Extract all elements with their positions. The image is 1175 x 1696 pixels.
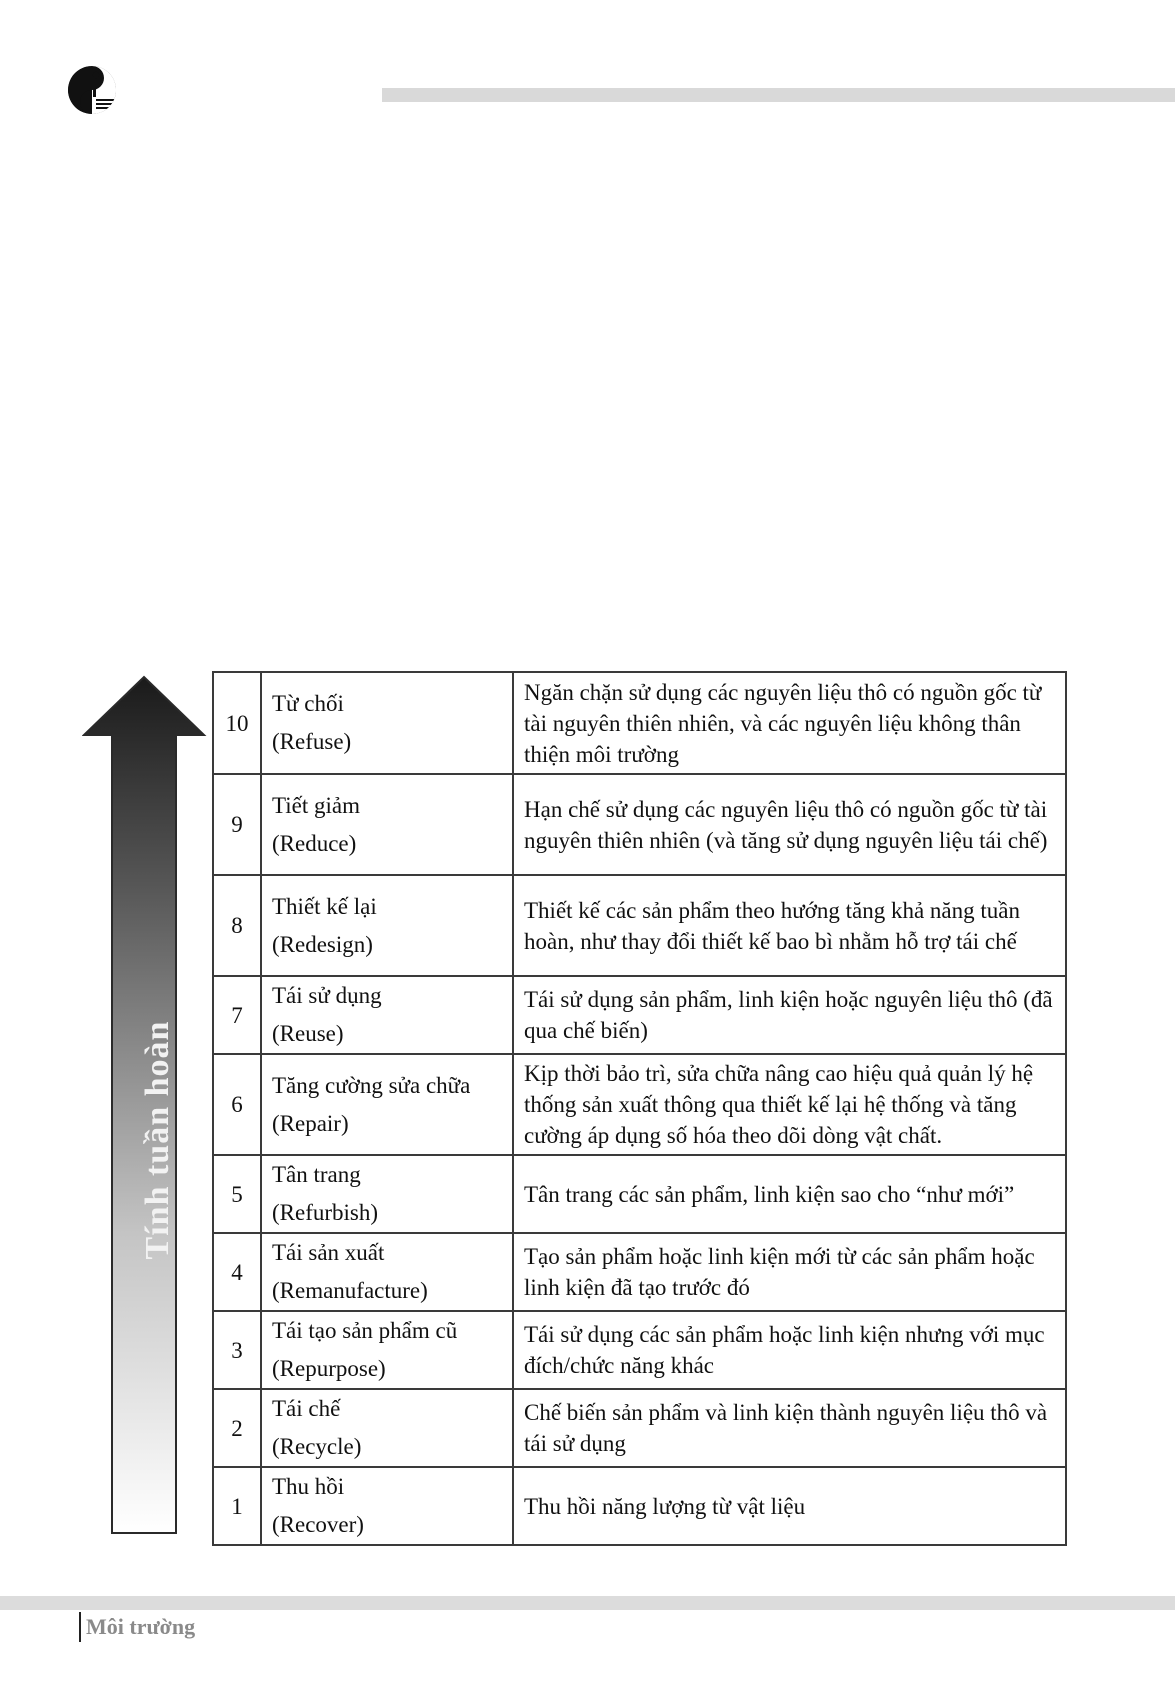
strategy-name — [261, 976, 513, 1054]
strategy-name — [261, 1233, 513, 1311]
circularity-axis-label: Tính tuần hoàn — [139, 1020, 176, 1260]
strategy-description: Tân trang các sản phẩm, linh kiện sao cho “như mới” — [513, 1155, 1066, 1233]
table-row — [213, 1054, 1066, 1155]
strategy-name — [261, 1054, 513, 1155]
footer-bar — [0, 1596, 1175, 1610]
strategy-description: Tái sử dụng các sản phẩm hoặc linh kiện nhưng với mục đích/chức năng khác — [513, 1311, 1066, 1389]
level-number: 4 — [213, 1233, 261, 1311]
strategy-name — [261, 1311, 513, 1389]
level-number: 9 — [213, 774, 261, 875]
level-number: 6 — [213, 1054, 261, 1155]
level-number: 1 — [213, 1467, 261, 1545]
strategy-name-en: (Redesign) — [272, 931, 373, 957]
strategy-name-vi: Tái sản xuất — [272, 1240, 385, 1265]
strategy-description: Thu hồi năng lượng từ vật liệu — [513, 1467, 1066, 1545]
figure-circle-logo-icon — [66, 64, 118, 116]
strategy-name-vi: Tái tạo sản phẩm cũ — [272, 1318, 458, 1343]
strategy-description: Ngăn chặn sử dụng các nguyên liệu thô có nguồn gốc từ tài nguyên thiên nhiên, và các nguyên liệu không thân thiện môi trường — [513, 672, 1066, 774]
strategy-name-en: (Refuse) — [272, 729, 352, 754]
level-number: 5 — [213, 1155, 261, 1233]
level-number: 3 — [213, 1311, 261, 1389]
table-row — [213, 672, 1066, 774]
table-row — [213, 774, 1066, 875]
strategy-name-en: (Reduce) — [272, 830, 357, 856]
strategy-name-vi: Tân trang — [272, 1162, 361, 1187]
strategy-name-vi: Tăng cường sửa chữa — [272, 1072, 471, 1098]
table-row — [213, 1155, 1066, 1233]
header-bar — [382, 88, 1175, 102]
strategy-name — [261, 774, 513, 875]
strategy-description: Tái sử dụng sản phẩm, linh kiện hoặc nguyên liệu thô (đã qua chế biến) — [513, 976, 1066, 1054]
r-strategies-table — [212, 671, 1067, 1546]
strategy-name — [261, 672, 513, 774]
strategy-name — [261, 1155, 513, 1233]
strategy-name — [261, 1389, 513, 1467]
level-number: 2 — [213, 1389, 261, 1467]
strategy-name-en: (Recycle) — [272, 1434, 362, 1459]
table-row — [213, 1311, 1066, 1389]
level-number: 8 — [213, 875, 261, 976]
strategy-description: Kịp thời bảo trì, sửa chữa nâng cao hiệu quả quản lý hệ thống sản xuất thông qua thiết kế lại hệ thống và tăng cường áp dụng số hóa theo dõi dòng vật chất. — [513, 1054, 1066, 1155]
strategy-description: Tạo sản phẩm hoặc linh kiện mới từ các sản phẩm hoặc linh kiện đã tạo trước đó — [513, 1233, 1066, 1311]
strategy-name-en: (Repurpose) — [272, 1356, 386, 1381]
strategy-name-vi: Tái chế — [272, 1396, 341, 1421]
strategy-name-en: (Repair) — [272, 1110, 349, 1136]
table-row — [213, 1233, 1066, 1311]
strategy-name-en: (Recover) — [272, 1512, 364, 1537]
table-row — [213, 1467, 1066, 1545]
strategy-name — [261, 875, 513, 976]
table-row — [213, 976, 1066, 1054]
strategy-description: Thiết kế các sản phẩm theo hướng tăng khả năng tuần hoàn, như thay đổi thiết kế bao bì nhằm hỗ trợ tái chế — [513, 875, 1066, 976]
strategy-name-vi: Từ chối — [272, 691, 344, 716]
strategy-name-vi: Thu hồi — [272, 1474, 345, 1499]
strategy-name-vi: Thiết kế lại — [272, 893, 377, 919]
footer-divider — [79, 1612, 81, 1642]
level-number: 10 — [213, 672, 261, 774]
strategy-name-vi: Tái sử dụng — [272, 983, 382, 1008]
footer-section-name: Môi trường — [86, 1614, 196, 1639]
level-number: 7 — [213, 976, 261, 1054]
strategy-name-en: (Refurbish) — [272, 1200, 379, 1225]
strategy-name-vi: Tiết giảm — [272, 792, 360, 818]
strategy-description: Hạn chế sử dụng các nguyên liệu thô có nguồn gốc từ tài nguyên thiên nhiên (và tăng sử dụng nguyên liệu tái chế) — [513, 774, 1066, 875]
strategy-name-en: (Reuse) — [272, 1021, 344, 1046]
strategy-name-en: (Remanufacture) — [272, 1278, 428, 1303]
table-row — [213, 875, 1066, 976]
table-row — [213, 1389, 1066, 1467]
strategy-description: Chế biến sản phẩm và linh kiện thành nguyên liệu thô và tái sử dụng — [513, 1389, 1066, 1467]
strategy-name — [261, 1467, 513, 1545]
